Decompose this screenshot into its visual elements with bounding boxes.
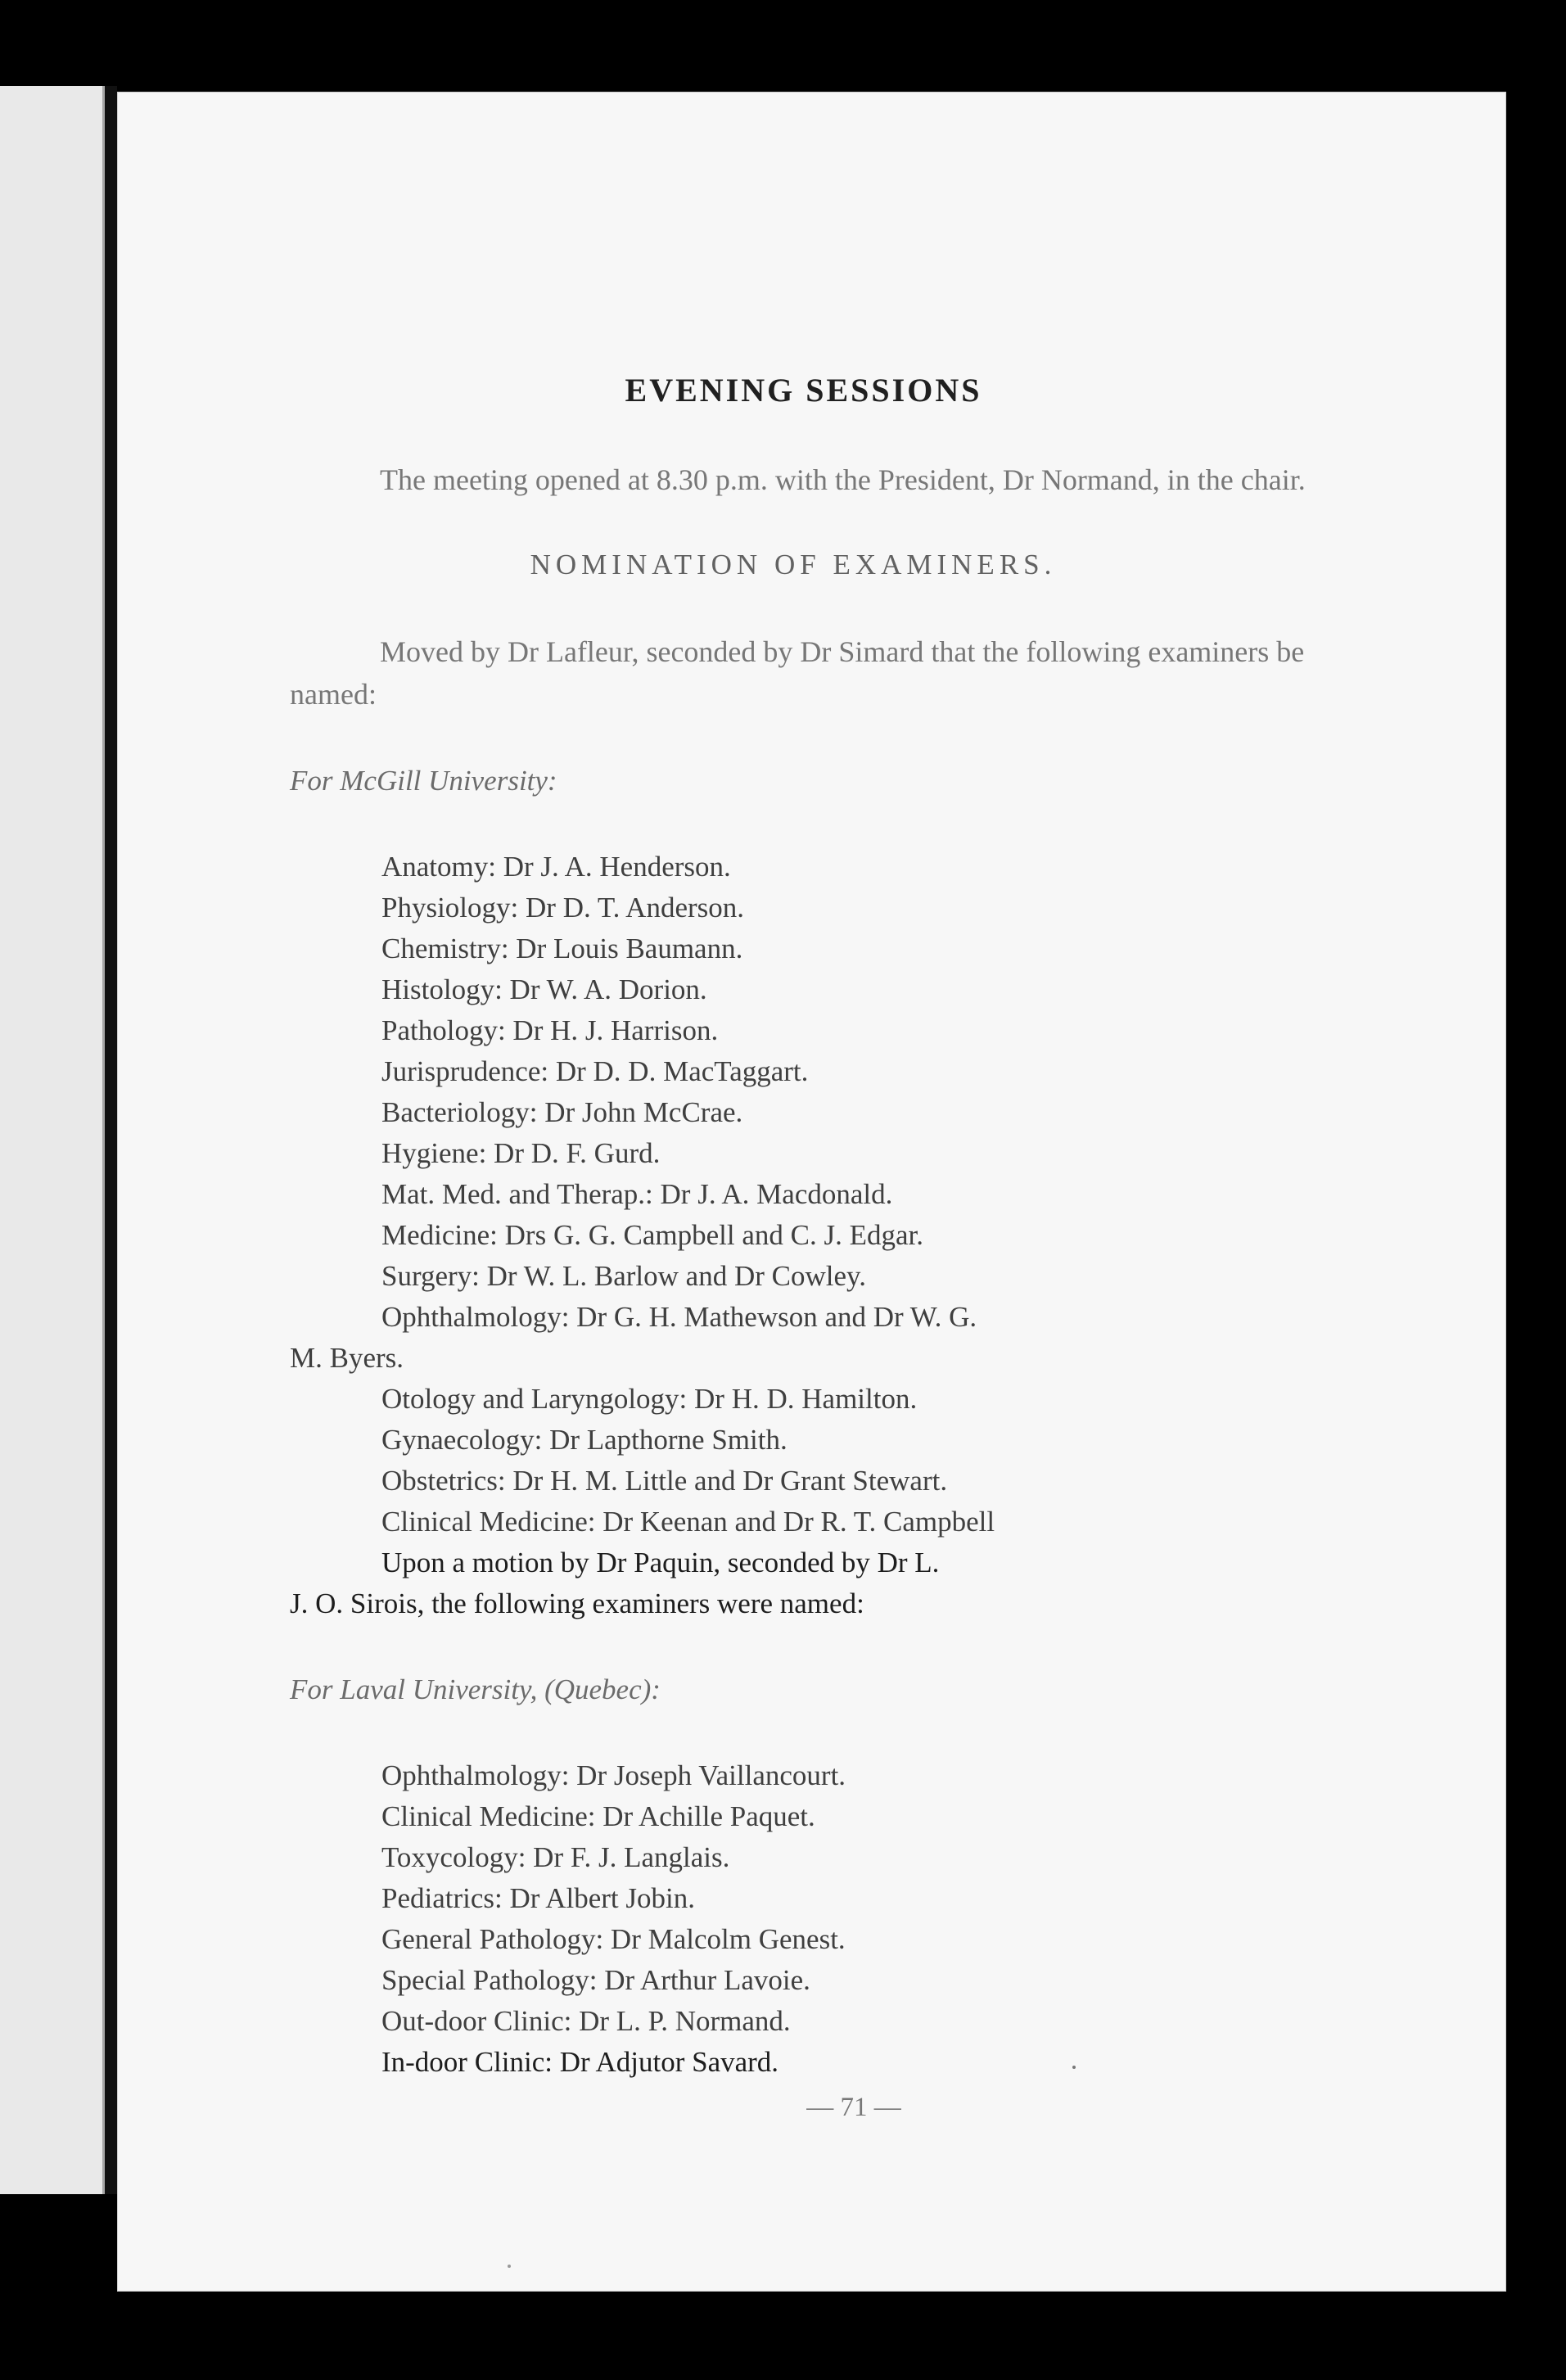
list-item: Pathology: Dr H. J. Harrison. bbox=[381, 1014, 719, 1046]
list-item: Obstetrics: Dr H. M. Little and Dr Grant Stewart. bbox=[381, 1465, 948, 1497]
list-item: Hygiene: Dr D. F. Gurd. bbox=[381, 1137, 661, 1169]
list-item: Ophthalmology: Dr Joseph Vaillancourt. bbox=[381, 1759, 846, 1791]
opening-paragraph: The meeting opened at 8.30 p.m. with the President, Dr Normand, in the chair. bbox=[380, 463, 1306, 496]
list-item: Clinical Medicine: Dr Achille Paquet. bbox=[381, 1800, 815, 1832]
list-item: Gynaecology: Dr Lapthorne Smith. bbox=[381, 1424, 788, 1456]
mcgill-examiner-list bbox=[290, 847, 1313, 1624]
list-item: Mat. Med. and Therap.: Dr J. A. Macdonald. bbox=[381, 1178, 893, 1210]
list-item: Ophthalmology: Dr G. H. Mathewson and Dr W. G. bbox=[381, 1301, 977, 1333]
list-item: Physiology: Dr D. T. Anderson. bbox=[381, 892, 745, 924]
list-item: Special Pathology: Dr Arthur Lavoie. bbox=[381, 1964, 810, 1996]
mcgill-section-label: For McGill University: bbox=[290, 765, 557, 797]
motion-line-continued: J. O. Sirois, the following examiners were named: bbox=[290, 1587, 864, 1619]
laval-section-label: For Laval University, (Quebec): bbox=[290, 1673, 661, 1705]
list-item: Otology and Laryngology: Dr H. D. Hamilton. bbox=[381, 1383, 918, 1415]
list-item: In-door Clinic: Dr Adjutor Savard. bbox=[381, 2046, 779, 2078]
list-item: Bacteriology: Dr John McCrae. bbox=[381, 1096, 743, 1128]
motion-line: Upon a motion by Dr Paquin, seconded by Dr L. bbox=[381, 1547, 940, 1578]
list-item: Toxycology: Dr F. J. Langlais. bbox=[381, 1841, 730, 1873]
list-item: Surgery: Dr W. L. Barlow and Dr Cowley. bbox=[381, 1260, 867, 1292]
scan-mark bbox=[508, 2265, 511, 2268]
list-item: Medicine: Drs G. G. Campbell and C. J. Edgar. bbox=[381, 1219, 923, 1251]
list-item: Out-door Clinic: Dr L. P. Normand. bbox=[381, 2005, 791, 2037]
list-item: Clinical Medicine: Dr Keenan and Dr R. T. Campbell bbox=[381, 1506, 995, 1538]
nomination-heading: NOMINATION OF EXAMINERS. bbox=[530, 549, 1057, 580]
list-item: Chemistry: Dr Louis Baumann. bbox=[381, 933, 743, 964]
page-title: EVENING SESSIONS bbox=[625, 372, 982, 409]
laval-examiner-list bbox=[290, 1755, 1313, 2083]
adjacent-page-edge bbox=[0, 86, 105, 2194]
list-item: General Pathology: Dr Malcolm Genest. bbox=[381, 1923, 846, 1955]
scan-mark bbox=[1072, 2066, 1076, 2069]
list-item: Anatomy: Dr J. A. Henderson. bbox=[381, 851, 731, 883]
scanned-page bbox=[117, 92, 1506, 2292]
list-item: Pediatrics: Dr Albert Jobin. bbox=[381, 1882, 696, 1914]
list-item-continued: M. Byers. bbox=[290, 1342, 404, 1374]
list-item: Histology: Dr W. A. Dorion. bbox=[381, 973, 707, 1005]
motion-paragraph: Moved by Dr Lafleur, seconded by Dr Simard that the following examiners be named: bbox=[290, 635, 1305, 711]
book-gutter bbox=[105, 86, 117, 2194]
list-item: Jurisprudence: Dr D. D. MacTaggart. bbox=[381, 1055, 809, 1087]
page-content bbox=[290, 371, 1313, 2083]
page-number: — 71 — bbox=[806, 2093, 901, 2122]
